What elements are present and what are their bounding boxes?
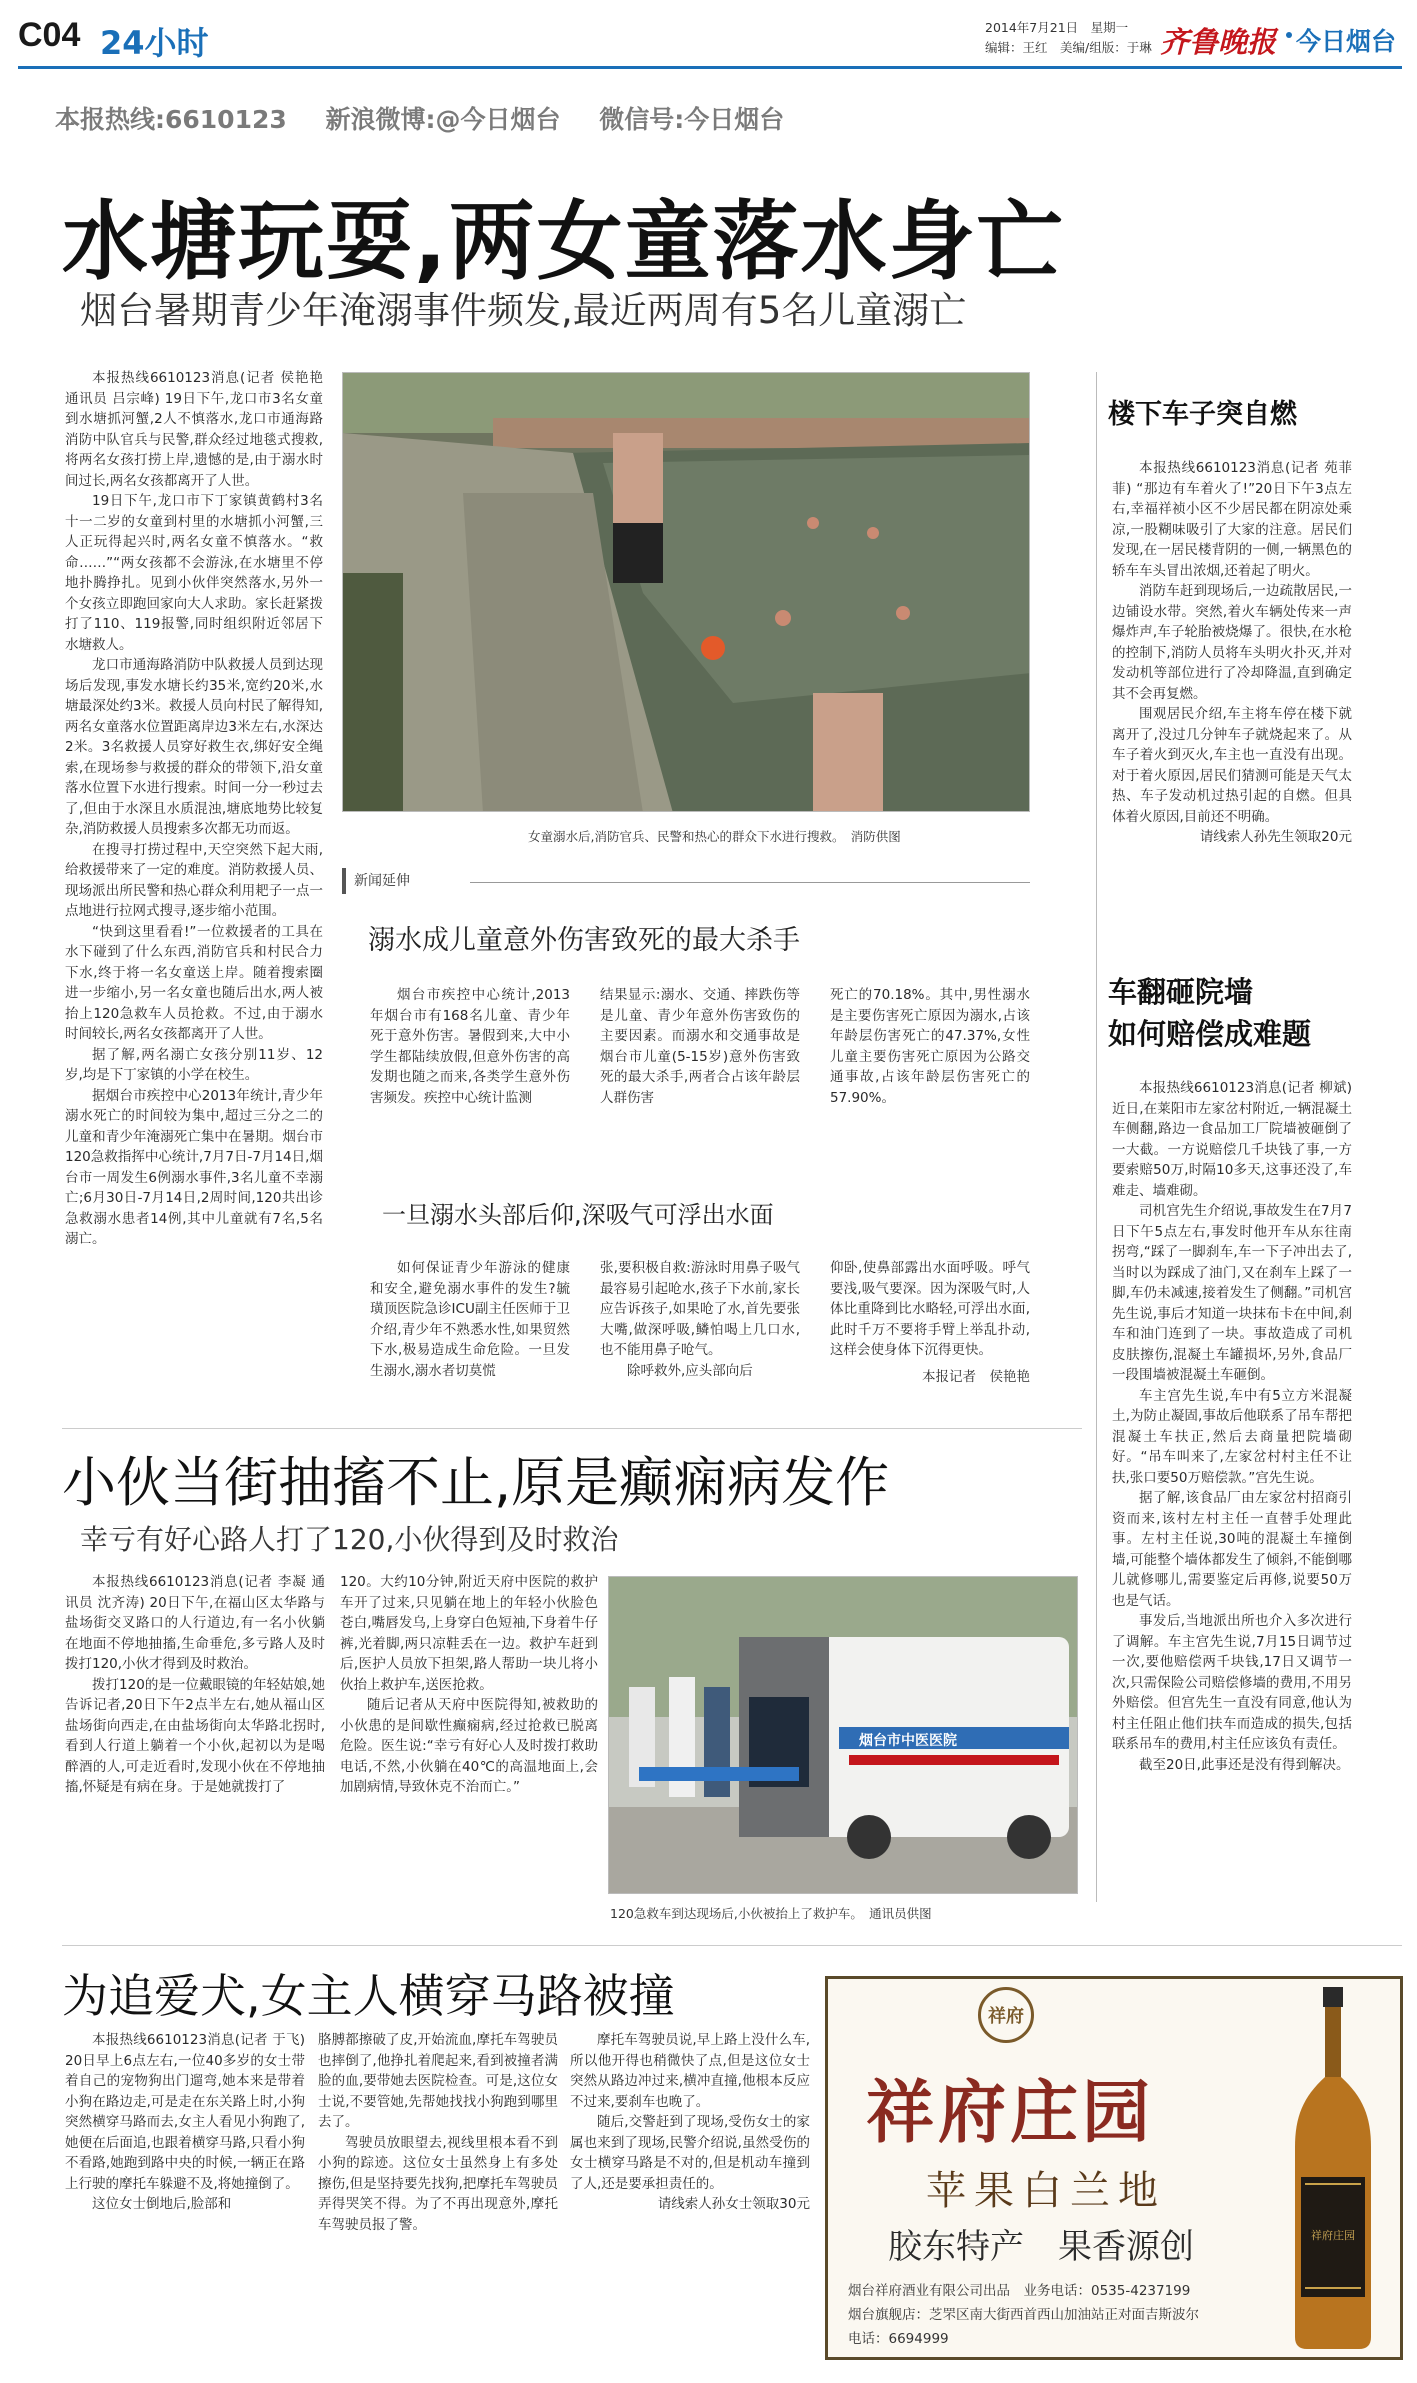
weixin-text: 微信号:今日烟台 [599, 105, 785, 134]
page-code: C04 [18, 16, 81, 54]
story3-para: 驾驶员放眼望去,视线里根本看不到小狗的踪迹。这位女士虽然身上有多处擦伤,但是坚持要先找狗,把摩托车驾驶员弄得哭笑不得。为了不再出现意外,摩托车驾驶员报了警。 [318, 2134, 558, 2233]
main-para: 本报热线6610123消息(记者 侯艳艳 通讯员 吕宗峰) 19日下午,龙口市3名女童到水塘抓河蟹,2人不慎落水,龙口市通海路消防中队官兵与民警,群众经过地毯式搜救,将两名女孩打捞上岸,遗憾的是,由于溺水时间过长,两名女孩都离开了人世。 [65, 370, 323, 489]
ad-company: 烟台祥府酒业有限公司出品 业务电话：0535-4237199 [848, 2283, 1191, 2299]
extension-byline: 本报记者 侯艳艳 [922, 1368, 1030, 1385]
story3-headline: 为追爱犬,女主人横穿马路被撞 [62, 1969, 675, 2023]
story2-para: 拨打120的是一位戴眼镜的年轻姑娘,她告诉记者,20日下午2点半左右,她从福山区盐场街向西走,在由盐场街向太华路北拐时,看到人行道上躺着一个小伙,起初以为是喝醉酒的人,可走近看时,发现小伙在不停地抽搐,怀疑是有病在身。于是她就拨打了 [65, 1676, 325, 1795]
main-para: 19日下午,龙口市下丁家镇黄鹤村3名十一二岁的女童到村里的水塘抓小河蟹,三人正玩得起兴时,两名女童不慎落水。“救命……”“两女孩都不会游泳,在水塘里不停地扑腾挣扎。见到小伙伴突然落水,另外一个女孩立即跑回家向大人求助。家长赶紧拨打了110、119报警,同时组织附近邻居下水塘救人。 [65, 493, 323, 653]
bottle-label: 祥府庄园 [1311, 2229, 1355, 2242]
story2-para: 随后记者从天府中医院得知,被救助的小伙患的是间歇性癫痫病,经过抢救已脱离危险。医生说:“幸亏有好心人及时拨打救助电话,不然,小伙躺在40℃的高温地面上,会加剧病情,导致休克不治而亡。” [340, 1697, 598, 1795]
drowning-photo [342, 372, 1030, 812]
page-header [0, 0, 1417, 70]
story2-top-rule [62, 1428, 1082, 1429]
ad-logo-text: 祥府 [988, 2006, 1024, 2027]
extension-col-5 [600, 1258, 800, 1381]
extension-col-6 [830, 1258, 1030, 1387]
story3-credit: 请线索人孙女士领取30元 [657, 2196, 810, 2212]
story2-headline: 小伙当街抽搐不止,原是癫痫病发作 [62, 1451, 890, 1514]
story-wall-para: 截至20日,此事还是没有得到解决。 [1139, 1756, 1350, 1773]
story2-para: 120。大约10分钟,附近天府中医院的救护车开了过来,只见躺在地上的年轻小伙脸色苍白,嘴唇发乌,上身穿白色短袖,下身着牛仔裤,光着脚,两只凉鞋丢在一边。救护车赶到后,医护人员放下担架,路人帮助一块儿将小伙抬上救护车,送医抢救。 [340, 1574, 598, 1693]
main-subhead: 烟台暑期青少年淹溺事件频发,最近两周有5名儿童溺亡 [80, 289, 967, 332]
story-wall-para: 车主宫先生说,车中有5立方米混凝土,为防止凝固,事故后他联系了吊车帮把混凝土车扶正,然后去商量把院墙砌好。“吊车叫来了,左家岔村村主任不让扶,张口要50万赔偿款。”宫先生说。 [1112, 1387, 1352, 1486]
story-fire-para: 本报热线6610123消息(记者 苑菲菲) “那边有车着火了!”20日下午3点左右,幸福祥祯小区不少居民都在阴凉处乘凉,一股糊味吸引了大家的注意。居民们发现,在一居民楼背阴的一侧,一辆黑色的轿车车头冒出浓烟,还着起了明火。 [1112, 460, 1352, 579]
weibo-text: 新浪微博:@今日烟台 [325, 105, 561, 134]
story2-para: 本报热线6610123消息(记者 李凝 通讯员 沈齐涛) 20日下午,在福山区太华路与盐场街交叉路口的人行道边,有一名小伙躺在地面不停地抽搐,生命垂危,多亏路人及时拨打120,小伙才得到及时救治。 [65, 1574, 325, 1672]
brandy-advertisement [825, 1976, 1403, 2360]
story-wall-para: 事发后,当地派出所也介入多次进行了调解。车主宫先生说,7月15日调节过一次,要他赔偿两千块钱,17日又调节一次,只需保险公司赔偿修墙的费用,不用另外赔偿。但宫先生一直没有同意,他认为村主任阻止他们扶车而造成的损失,包括联系吊车的费用,村主任应该负有责任。 [1112, 1613, 1352, 1752]
story-wall-para: 司机宫先生介绍说,事故发生在7月7日下午5点左右,事发时他开车从东往南拐弯,“踩了一脚刹车,车一下子冲出去了,当时以为踩成了油门,又在刹车上踩了一脚,车仍未减速,接着发生了侧翻。”司机宫先生说,事后才知道一块抹布卡在中间,刹车和油门连到了一块。事故造成了司机皮肤擦伤,混凝土车罐损坏,另外,食品厂一段围墙被混凝土车砸倒。 [1112, 1203, 1352, 1383]
extension-col-5b: 除呼救外,应头部向后 [627, 1362, 753, 1379]
story-wall-para: 本报热线6610123消息(记者 柳斌) 近日,在莱阳市左家岔村附近,一辆混凝土车侧翻,路边一食品加工厂院墙被砸倒了一大截。一方说赔偿几千块钱了事,一方要索赔50万,时隔10多天,这事还没了,车难走、墙难砌。 [1112, 1080, 1352, 1199]
extension-title-1: 溺水成儿童意外伤害致死的最大杀手 [368, 925, 800, 956]
ambulance-text: 烟台市中医医院 [859, 1733, 957, 1749]
story3-para: 这位女士倒地后,脸部和 [92, 2196, 232, 2212]
story-fire-body [1112, 458, 1352, 848]
extension-col-4: 如何保证青少年游泳的健康和安全,避免溺水事件的发生?毓璜顶医院急诊ICU副主任医师于卫介绍,青少年不熟悉水性,如果贸然下水,极易造成生命危险。一旦发生溺水,溺水者切莫慌 [370, 1260, 570, 1379]
main-para: 据了解,两名溺亡女孩分别11岁、12岁,均是下丁家镇的小学在校生。 [65, 1046, 323, 1083]
drowning-photo-graphic [343, 373, 1030, 812]
story3-col-1 [65, 2030, 305, 2215]
ambulance-photo-graphic [609, 1577, 1078, 1894]
editor-line: 编辑：王红 美编/组版：于琳 [985, 40, 1152, 55]
column-divider [1096, 372, 1097, 1902]
news-extension-label: 新闻延伸 [354, 873, 410, 889]
ad-store: 烟台旗舰店：芝罘区南大街西首西山加油站正对面吉斯波尔 [848, 2307, 1199, 2323]
brandy-bottle [1283, 1987, 1383, 2353]
extension-col-6-text: 仰卧,使鼻部露出水面呼吸。呼气要浅,吸气要深。因为深吸气时,人体比重降到比水略轻,可浮出水面,此时千万不要将手臂上举乱扑动,这样会使身体下沉得更快。 [830, 1260, 1030, 1358]
extension-title-2: 一旦溺水头部后仰,深吸气可浮出水面 [382, 1201, 774, 1229]
story3-top-rule [62, 1945, 1402, 1946]
extension-col-3: 死亡的70.18%。其中,男性溺水是主要伤害死亡原因为溺水,占该年龄层伤害死亡的47.37%,女性儿童主要伤害死亡原因为公路交通事故,占该年龄层伤害死亡的57.90%。 [830, 987, 1030, 1106]
ambulance-photo [608, 1576, 1078, 1894]
extension-col-1: 烟台市疾控中心统计,2013年烟台市有168名儿童、青少年死于意外伤害。暑假到来,大中小学生都陆续放假,但意外伤害的高发期也随之而来,各类学生意外伤害频发。疾控中心统计监测 [370, 987, 570, 1106]
section-name: 24小时 [100, 24, 209, 62]
main-para: 在搜寻打捞过程中,天空突然下起大雨,给救援带来了一定的难度。消防救援人员、现场派出所民警和热心群众利用耙子一点一点地进行拉网式搜寻,逐步缩小范围。 [65, 841, 323, 919]
ambulance-photo-caption: 120急救车到达现场后,小伙被抬上了救护车。 通讯员供图 [610, 1906, 932, 1921]
story3-para: 胳膊都擦破了皮,开始流血,摩托车驾驶员也摔倒了,他挣扎着爬起来,看到被撞者满脸的血,要带她去医院检查。可是,这位女士说,不要管她,先帮她找找小狗跑到哪里去了。 [318, 2032, 558, 2130]
main-para: “快到这里看看!”一位救援者的工具在水下碰到了什么东西,消防官兵和村民合力下水,终于将一名女童送上岸。随着搜索圈进一步缩小,另一名女童也随后出水,两人被抬上120急救车人员抢救。不过,由于溺水时间较长,两名女孩都离开了人世。 [65, 923, 323, 1042]
story2-col-2 [340, 1572, 598, 1798]
extension-rule [470, 882, 1030, 883]
main-headline: 水塘玩耍,两女童落水身亡 [62, 192, 1065, 292]
story3-para: 本报热线6610123消息(记者 于飞) 20日早上6点左右,一位40多岁的女士带着自己的宠物狗出门遛弯,她本来是带着小狗在路边走,可是走在东关路上时,小狗突然横穿马路而去,女主人看见小狗跑了,她便在后面追,也跟着横穿马路,只看小狗不看路,她跑到路中央的时候,一辆正在路上行驶的摩托车躲避不及,将她撞倒了。 [65, 2032, 305, 2192]
hotline-bar [55, 100, 955, 140]
date-line: 2014年7月21日 星期一 [985, 20, 1129, 35]
masthead: 齐鲁晚报 [1160, 25, 1277, 59]
story3-col-3 [570, 2030, 810, 2215]
story-wall-title-1: 车翻砸院墙 [1108, 975, 1254, 1009]
header-rule [18, 66, 1402, 69]
ad-logo [978, 1987, 1034, 2043]
main-story-col [65, 368, 323, 1368]
story-wall-body [1112, 1078, 1352, 1775]
drowning-photo-caption: 女童溺水后,消防官兵、民警和热心的群众下水进行搜救。 消防供图 [528, 829, 901, 844]
main-para: 龙口市通海路消防中队救援人员到达现场后发现,事发水塘长约35米,宽约20米,水塘最深处约3米。救援人员向村民了解得知,两名女童落水位置距离岸边3米左右,水深达2米。3名救援人员穿好救生衣,绑好安全绳索,在现场参与救援的群众的带领下,沿女童落水位置下水进行搜索。时间一分一秒过去了,但由于水深且水质混浊,塘底地势比较复杂,消防救援人员搜索多次都无功而返。 [65, 657, 323, 837]
extension-col-2: 结果显示:溺水、交通、摔跌伤等是儿童、青少年意外伤害致伤的主要因素。而溺水和交通事故是烟台市儿童(5-15岁)意外伤害致死的最大杀手,两者合占该年龄层人群伤害 [600, 987, 800, 1106]
extension-col-5-text: 张,要积极自救:游泳时用鼻子吸气最容易引起呛水,孩子下水前,家长应告诉孩子,如果呛了水,首先要张大嘴,做深呼吸,鳞怕喝上几口水,也不能用鼻子呛气。 [600, 1260, 800, 1358]
story-wall-title-2: 如何赔偿成难题 [1108, 1017, 1312, 1051]
story-fire-credit: 请线索人孙先生领取20元 [1199, 829, 1352, 845]
story-fire-para: 围观居民介绍,车主将车停在楼下就离开了,没过几分钟车子就烧起来了。从车子着火到灭火,车主也一直没有出现。对于着火原因,居民们猜测可能是天气太热、车子发动机过热引起的自燃。但具体着火原因,目前还不明确。 [1112, 706, 1352, 825]
story2-col-1 [65, 1572, 325, 1798]
story2-subhead: 幸亏有好心路人打了120,小伙得到及时救治 [80, 1523, 619, 1556]
ad-product: 苹果白兰地 [926, 2168, 1166, 2214]
masthead-dot [1286, 32, 1292, 38]
hotline-text: 本报热线:6610123 [55, 105, 287, 134]
ad-phone: 电话：6694999 [848, 2331, 949, 2347]
masthead-sub: 今日烟台 [1296, 27, 1397, 56]
ad-slogan: 胶东特产 果香源创 [888, 2227, 1194, 2267]
story-fire-title: 楼下车子突自燃 [1108, 399, 1297, 430]
main-para: 据烟台市疾控中心2013年统计,青少年溺水死亡的时间较为集中,超过三分之二的儿童和青少年淹溺死亡集中在暑期。烟台市120急救指挥中心统计,7月7日-7月14日,烟台市一周发生6例溺水事件,3名儿童不幸溺亡;6月30日-7月14日,2周时间,120共出诊急救溺水患者14例,其中儿童就有7名,5名溺亡。 [65, 1087, 323, 1247]
news-extension-tag [342, 868, 462, 894]
story3-para: 摩托车驾驶员说,早上路上没什么车,所以他开得也稍微快了点,但是这位女士突然从路边冲过来,横冲直撞,他根本反应不过来,要刹车也晚了。 [570, 2032, 810, 2110]
ad-brand: 祥府庄园 [866, 2073, 1155, 2153]
story3-para: 随后,交警赶到了现场,受伤女士的家属也来到了现场,民警介绍说,虽然受伤的女士横穿马路是不对的,但是机动车撞到了人,还是要承担责任的。 [570, 2114, 810, 2192]
story-wall-para: 据了解,该食品厂由左家岔村招商引资而来,该村左村主任一直替手处理此事。左村主任说,30吨的混凝土车撞倒墙,可能整个墙体都发生了倾斜,不能倒哪儿就修哪儿,需要鉴定后再修,说要50万也是气话。 [1112, 1490, 1352, 1609]
bottle-graphic [1283, 1987, 1383, 2353]
story3-col-2 [318, 2030, 558, 2235]
story-fire-para: 消防车赶到现场后,一边疏散居民,一边铺设水带。突然,着火车辆处传来一声爆炸声,车子轮胎被烧爆了。很快,在水枪的控制下,消防人员将车头明火扑灭,并对发动机等部位进行了冷却降温,直到确定其不会再复燃。 [1112, 583, 1352, 702]
